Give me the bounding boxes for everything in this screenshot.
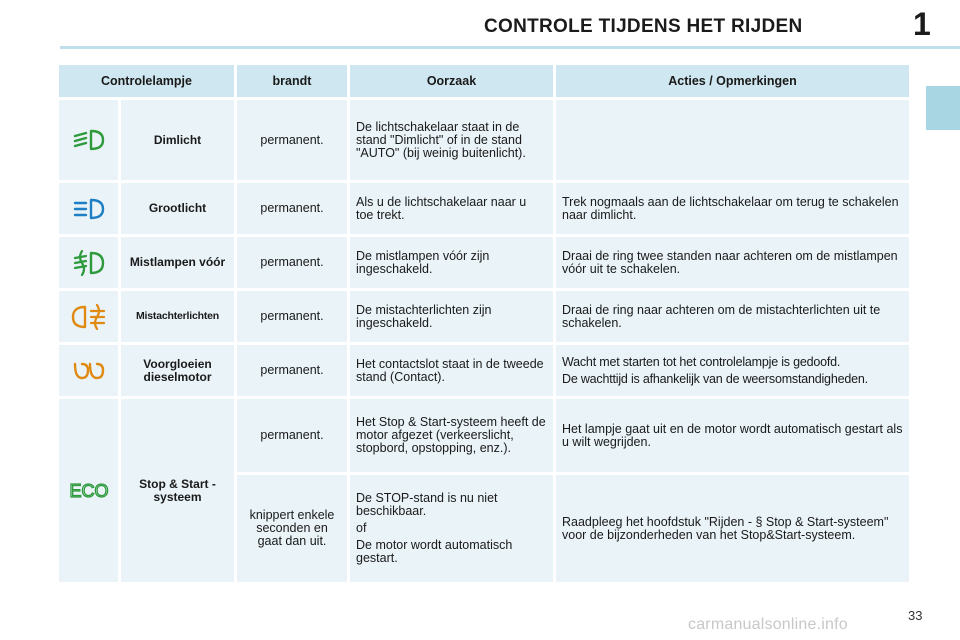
lamp-name: Mistachterlichten bbox=[121, 291, 234, 342]
dipped-beam-icon bbox=[59, 100, 118, 180]
lamp-action bbox=[556, 100, 909, 180]
table-row bbox=[59, 100, 909, 180]
lamp-cause bbox=[350, 475, 553, 582]
table-header-row bbox=[59, 65, 909, 97]
front-fog-icon bbox=[59, 237, 118, 288]
column-header-lamp: Controlelampje bbox=[59, 65, 234, 97]
lamp-cause: Het contactslot staat in de tweede stand (Contact). bbox=[350, 345, 553, 396]
column-header-actions: Acties / Opmerkingen bbox=[556, 65, 909, 97]
column-header-state: brandt bbox=[237, 65, 347, 97]
watermark: carmanualsonline.info bbox=[688, 616, 848, 633]
lamp-action-line: De wachttijd is afhankelijk van de weersomstandigheden. bbox=[562, 371, 868, 386]
chapter-number: 1 bbox=[913, 6, 931, 42]
lamp-action bbox=[556, 345, 909, 396]
page-number: 33 bbox=[908, 608, 923, 623]
lamp-state: permanent. bbox=[237, 399, 347, 472]
table-row bbox=[59, 291, 909, 342]
lamp-state: permanent. bbox=[237, 345, 347, 396]
lamp-state: permanent. bbox=[237, 183, 347, 234]
main-beam-icon bbox=[59, 183, 118, 234]
lamp-action: Draai de ring naar achteren om de mistachterlichten uit te schakelen. bbox=[556, 291, 909, 342]
glow-plug-icon bbox=[59, 345, 118, 396]
lamp-cause: Het Stop & Start-systeem heeft de motor afgezet (verkeerslicht, stopbord, opstopping, enz.). bbox=[350, 399, 553, 472]
column-header-cause: Oorzaak bbox=[350, 65, 553, 97]
table-row bbox=[59, 399, 909, 472]
lamp-action: Het lampje gaat uit en de motor wordt automatisch gestart als u wilt wegrijden. bbox=[556, 399, 909, 472]
lamp-cause-line: De STOP-stand is nu niet beschikbaar. bbox=[356, 491, 498, 518]
lamp-name: Stop & Start - systeem bbox=[121, 399, 234, 582]
lamp-cause: De mistlampen vóór zijn ingeschakeld. bbox=[350, 237, 553, 288]
lamp-name: Grootlicht bbox=[121, 183, 234, 234]
lamp-name: Voorgloeien dieselmotor bbox=[121, 345, 234, 396]
table-row bbox=[59, 345, 909, 396]
lamp-action: Raadpleeg het hoofdstuk "Rijden - § Stop & Start-systeem" voor de bijzonderheden van het Stop&Start-systeem. bbox=[556, 475, 909, 582]
eco-icon-text: ECO bbox=[68, 480, 109, 501]
lamp-state: knippert enkele seconden en gaat dan uit. bbox=[237, 475, 347, 582]
lamp-state: permanent. bbox=[237, 100, 347, 180]
lamp-action: Trek nogmaals aan de lichtschakelaar om terug te schakelen naar dimlicht. bbox=[556, 183, 909, 234]
header-divider bbox=[60, 46, 960, 49]
lamp-name: Dimlicht bbox=[121, 100, 234, 180]
table-row bbox=[59, 237, 909, 288]
lamp-cause: De mistachterlichten zijn ingeschakeld. bbox=[350, 291, 553, 342]
chapter-tab bbox=[926, 86, 960, 130]
lamp-state: permanent. bbox=[237, 237, 347, 288]
lamp-cause-line: of bbox=[356, 521, 367, 535]
rear-fog-icon bbox=[59, 291, 118, 342]
table-row bbox=[59, 183, 909, 234]
warning-lamp-table bbox=[56, 62, 912, 585]
lamp-cause: Als u de lichtschakelaar naar u toe trekt. bbox=[350, 183, 553, 234]
lamp-name: Mistlampen vóór bbox=[121, 237, 234, 288]
lamp-cause-line: De motor wordt automatisch gestart. bbox=[356, 538, 513, 565]
lamp-cause: De lichtschakelaar staat in de stand "Dimlicht" of in de stand "AUTO" (bij weinig buitenlicht). bbox=[350, 100, 553, 180]
lamp-state: permanent. bbox=[237, 291, 347, 342]
lamp-action-line: Wacht met starten tot het controlelampje is gedoofd. bbox=[562, 354, 841, 369]
eco-icon bbox=[59, 399, 118, 582]
page-title: CONTROLE TIJDENS HET RIJDEN bbox=[484, 16, 803, 37]
lamp-action: Draai de ring twee standen naar achteren om de mistlampen vóór uit te schakelen. bbox=[556, 237, 909, 288]
